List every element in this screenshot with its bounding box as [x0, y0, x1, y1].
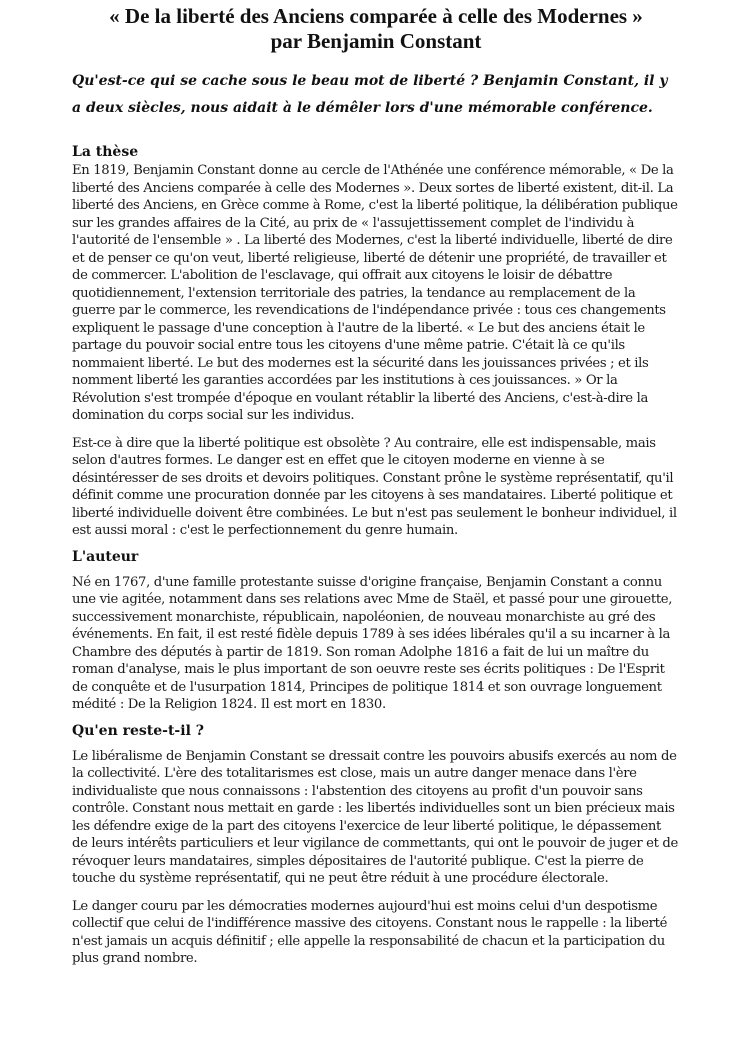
these-paragraph-1: En 1819, Benjamin Constant donne au cercle de l'Athénée une conférence mémorable, « De la liberté des Anciens comparée à celle des Modernes ». Deux sortes de liberté existent, dit-il. La liberté des Anciens, en Grèce comme à Rome, c'est la liberté politique, la délibération publique sur les grandes affaires de la Cité, au prix de « l'assujettissement complet de l'individu à l'autorité de l'ensemble » . La liberté des Modernes, c'est la liberté individuelle, liberté de dire et de penser ce qu'on veut, liberté religieuse, liberté de détenir une propriété, de travailler et de commercer. L'abolition de l'esclavage, qui offrait aux citoyens le loisir de débattre quotidiennement, l'extension territoriale des patries, la tendance au remplacement de la guerre par le commerce, les revendications de l'indépendance privée : tous ces changements expliquent le passage d'une conception à l'autre de la liberté. « Le but des anciens était le partage du pouvoir social entre tous les citoyens d'une même patrie. C'était là ce qu'ils nommaient liberté. Le but des modernes est la sécurité dans les jouissances privées ; et ils nomment liberté les garanties accordées par les institutions à ces jouissances. » Or la Révolution s'est trompée d'époque en voulant rétablir la liberté des Anciens, c'est-à-dire la domination du corps social sur les individus.	[72, 163, 678, 423]
reste-paragraph-2: Le danger couru par les démocraties modernes aujourd'hui est moins celui d'un despotisme collectif que celui de l'indifférence massive des citoyens. Constant nous le rappelle : la liberté n'est jamais un acquis définitif ; elle appelle la responsabilité de chacun et la participation du plus grand nombre.	[72, 898, 668, 966]
section-heading-reste: Qu'en reste-t-il ?	[72, 722, 204, 739]
auteur-paragraph-1: Né en 1767, d'une famille protestante suisse d'origine française, Benjamin Constant a connu une vie agitée, notamment dans ses relations avec Mme de Staël, et passé pour une girouette, successivement monarchiste, républicain, napoléonien, de nouveau monarchiste au gré des événements. En fait, il est resté fidèle depuis 1789 à ses idées libérales qu'il a su incarner à la Chambre des députés à partir de 1819. Son roman Adolphe 1816 a fait de lui un maître du roman d'analyse, mais le plus important de son oeuvre reste ses écrits politiques : De l'Esprit de conquête et de l'usurpation 1814, Principes de politique 1814 et son ouvrage longuement médité : De la Religion 1824. Il est mort en 1830.	[72, 574, 673, 712]
section-heading-these: La thèse	[72, 144, 139, 160]
article-author-line: par Benjamin Constant	[270, 29, 482, 53]
article-lede: Qu'est-ce qui se cache sous le beau mot de liberté ? Benjamin Constant, il y a deux siècles, nous aidait à le démêler lors d'une mémorable conférence.	[72, 73, 668, 116]
section-heading-auteur: L'auteur	[72, 548, 139, 565]
article	[72, 4, 680, 968]
reste-paragraph-1: Le libéralisme de Benjamin Constant se dressait contre les pouvoirs abusifs exercés au nom de la collectivité. L'ère des totalitarismes est close, mais un autre danger menace dans l'ère individualiste que nous connaissons : l'abstention des citoyens au profit d'un pouvoir sans contrôle. Constant nous mettait en garde : les libertés individuelles sont un bien précieux mais les défendre exige de la part des citoyens l'exercice de leur liberté politique, le dépassement de leurs intérêts particuliers et leur vigilance de commettants, qui ont le pouvoir de juger et de révoquer leurs mandataires, simples dépositaires de l'autorité publique. C'est la pierre de touche du système représentatif, qui ne peut être réduit à une procédure électorale.	[72, 748, 678, 886]
these-paragraph-2: Est-ce à dire que la liberté politique est obsolète ? Au contraire, elle est indispensable, mais selon d'autres formes. Le danger est en effet que le citoyen moderne en vienne à se désintéresser de ses droits et devoirs politiques. Constant prône le système représentatif, qu'il définit comme une procuration donnée par les citoyens à ses mandataires. Liberté politique et liberté individuelle doivent être combinées. Le but n'est pas seulement le bonheur individuel, il est aussi moral : c'est le perfectionnement du genre humain.	[72, 435, 677, 538]
article-title: « De la liberté des Anciens comparée à celle des Modernes »	[109, 4, 643, 28]
